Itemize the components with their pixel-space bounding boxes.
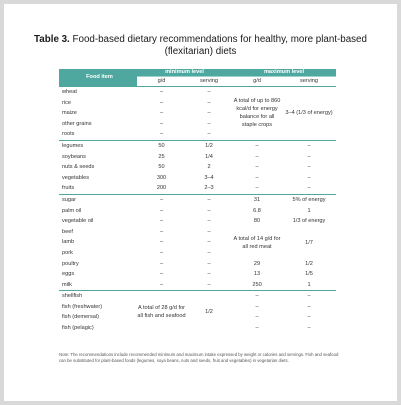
table-row xyxy=(59,259,336,270)
food-name: beef xyxy=(62,228,73,235)
table-row xyxy=(59,194,336,205)
min-gd: – xyxy=(137,194,186,205)
header-max-gd: g/d xyxy=(232,77,282,87)
food-name: maize xyxy=(62,110,77,117)
food-name: other grains xyxy=(62,120,92,127)
min-gd: – xyxy=(159,281,164,288)
max-serving: 1/3 of energy xyxy=(292,218,326,225)
red-meat-max-gd: A total of 14 g/d for all red meat xyxy=(233,235,281,250)
min-gd: – xyxy=(159,228,164,235)
max-serving: 5% of energy xyxy=(282,194,336,205)
max-serving: – xyxy=(307,153,311,160)
min-gd: 25 xyxy=(158,153,165,160)
food-name: sugar xyxy=(59,194,137,205)
table-row xyxy=(59,280,336,291)
food-name: legumes xyxy=(59,140,137,151)
min-serving: – xyxy=(207,228,211,235)
max-gd: – xyxy=(255,314,259,321)
max-gd: – xyxy=(255,153,259,160)
header-food-item: Food item xyxy=(59,69,137,87)
food-name: rice xyxy=(62,99,72,106)
max-gd: – xyxy=(255,185,259,192)
food-name: soybeans xyxy=(62,153,86,160)
fish-min-gd: A total of 28 g/d for all fish and seafood xyxy=(137,291,186,334)
max-serving: 1/5 xyxy=(305,271,313,278)
min-serving: – xyxy=(207,281,211,288)
max-serving: – xyxy=(307,185,311,192)
table-row xyxy=(59,183,336,194)
max-serving: – xyxy=(307,174,311,181)
food-name: eggs xyxy=(62,271,75,278)
dietary-recommendations-table xyxy=(59,69,336,334)
table-row xyxy=(59,173,336,184)
food-name: shellfish xyxy=(59,291,137,302)
max-gd: 250 xyxy=(252,281,262,288)
min-serving: 2 xyxy=(207,164,211,171)
min-serving: – xyxy=(207,110,211,117)
max-serving: – xyxy=(307,325,311,332)
header-min-serving: serving xyxy=(186,77,232,87)
header-minimum-level: minimum level xyxy=(137,69,232,77)
max-serving: – xyxy=(282,291,336,302)
header-maximum-level: maximum level xyxy=(232,69,336,77)
table-row xyxy=(59,227,336,238)
min-serving: – xyxy=(207,120,211,127)
min-gd: – xyxy=(159,218,164,225)
header-min-gd: g/d xyxy=(137,77,186,87)
table-row xyxy=(59,87,336,98)
staples-max-serving: 3–4 (1/3 of energy) xyxy=(285,110,333,117)
table-row xyxy=(59,206,336,217)
min-serving: – xyxy=(207,99,211,106)
max-gd: 29 xyxy=(253,260,261,267)
min-gd: – xyxy=(159,89,164,95)
min-gd: – xyxy=(159,207,164,214)
min-gd: – xyxy=(159,120,164,127)
min-gd: – xyxy=(159,239,164,246)
food-name: fish (freshwater) xyxy=(62,303,103,310)
min-gd: – xyxy=(159,99,164,106)
min-gd: 50 xyxy=(158,164,165,171)
table-row xyxy=(59,152,336,163)
food-name: milk xyxy=(62,281,72,288)
max-serving: 1/2 xyxy=(305,260,313,267)
max-gd: – xyxy=(255,325,259,332)
fish-min-serving: 1/2 xyxy=(186,291,232,334)
food-name: fruits xyxy=(62,185,75,192)
food-name: poultry xyxy=(62,260,79,267)
food-name: wheat xyxy=(62,88,77,95)
min-serving: – xyxy=(207,131,211,138)
max-gd: 31 xyxy=(232,194,282,205)
min-serving: – xyxy=(207,249,211,256)
table-caption: Food-based dietary recommendations for healthy, more plant-based (flexitarian) diets xyxy=(69,34,367,57)
min-gd: 300 xyxy=(156,174,167,181)
table-title xyxy=(20,34,381,58)
max-serving: – xyxy=(307,164,311,171)
max-serving: 1 xyxy=(307,281,311,288)
food-name: fish (pelagic) xyxy=(62,325,94,332)
staples-max-gd: A total of up to 860 kcal/d for energy balance for all staple crops xyxy=(233,98,281,129)
table-row xyxy=(59,269,336,280)
min-gd: – xyxy=(159,249,164,256)
table-footnote: Note: The recommendations include recommended minimum and maximum intake expressed by weight or calories and servings. Fish and seafood can be substituted for plant-based foods (legumes, soya beans, nuts and seeds, fruit and vegetables) in vegetarian diets. xyxy=(59,352,339,363)
max-gd: – xyxy=(232,291,282,302)
min-serving: 3–4 xyxy=(204,174,214,181)
max-serving: – xyxy=(282,140,336,151)
food-name: pork xyxy=(62,249,73,256)
food-name: palm oil xyxy=(62,207,82,214)
max-serving: – xyxy=(307,314,311,321)
min-serving: – xyxy=(207,89,211,95)
red-meat-max-serving: 1/7 xyxy=(305,239,313,246)
min-serving: 2–3 xyxy=(204,185,214,192)
food-name: roots xyxy=(62,131,75,138)
food-name: vegetable oil xyxy=(62,218,94,225)
min-serving: 1/2 xyxy=(186,140,232,151)
max-serving: – xyxy=(307,303,311,310)
max-gd: 80 xyxy=(253,218,261,225)
max-gd: – xyxy=(232,140,282,151)
food-name: nuts & seeds xyxy=(62,164,95,171)
max-gd: – xyxy=(255,174,259,181)
food-name: lamb xyxy=(62,239,75,246)
min-serving: 1/4 xyxy=(205,153,213,160)
min-serving: – xyxy=(207,271,211,278)
max-gd: 6.8 xyxy=(253,207,261,214)
min-gd: – xyxy=(159,110,164,117)
min-serving: – xyxy=(186,194,232,205)
food-name: fish (demersal) xyxy=(62,314,99,321)
max-gd: 13 xyxy=(253,271,261,278)
min-gd: 200 xyxy=(156,185,167,192)
table-row xyxy=(59,291,336,302)
min-serving: – xyxy=(207,239,211,246)
min-serving: – xyxy=(207,260,211,267)
min-gd: 50 xyxy=(137,140,186,151)
min-gd: – xyxy=(159,131,164,138)
max-gd: – xyxy=(255,303,259,310)
table-number: Table 3. xyxy=(34,34,70,45)
table-row xyxy=(59,140,336,151)
max-serving: 1 xyxy=(307,207,311,214)
min-serving: – xyxy=(207,218,211,225)
table-row xyxy=(59,162,336,173)
min-gd: – xyxy=(159,271,164,278)
table-row xyxy=(59,216,336,227)
min-gd: – xyxy=(159,260,164,267)
max-gd: – xyxy=(255,164,259,171)
header-max-serving: serving xyxy=(282,77,336,87)
food-name: vegetables xyxy=(62,174,90,181)
min-serving: – xyxy=(207,207,211,214)
